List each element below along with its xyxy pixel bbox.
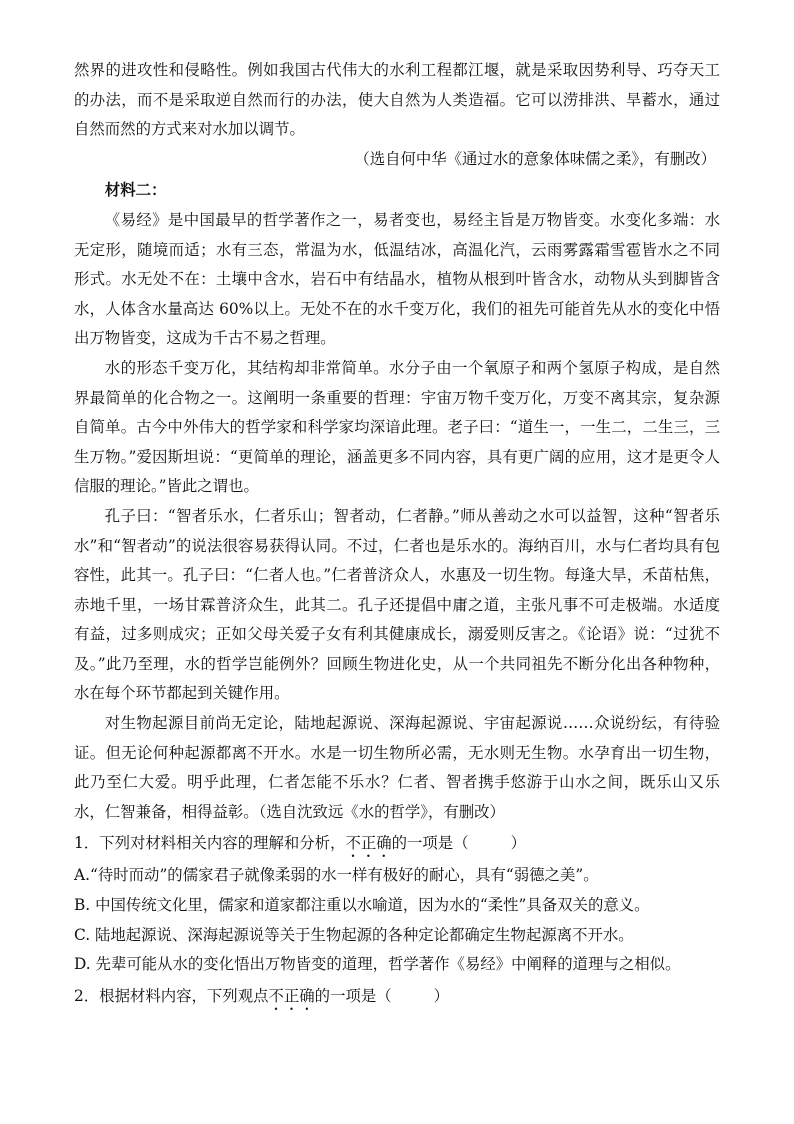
question-1-stem: 1．下列对材料相关内容的理解和分析，不正确的一项是（ ） — [74, 834, 526, 853]
material-two-heading: 材料二： — [104, 181, 167, 200]
passage-top-paragraph: 然界的进攻性和侵略性。例如我国古代伟大的水利工程都江堰，就是采取因势利导、巧夺天工的办法，而不是采取逆自然而行的办法，使大自然为人类造福。它可以涝排洪、旱蓄水，通过自然而然的方式来对水加以调节。 — [74, 61, 720, 139]
question-1-option-b: B. 中国传统文化里，儒家和道家都注重以水喻道，因为水的“柔性”具备双关的意义。 — [74, 896, 650, 915]
material-two-paragraph-2: 水的形态千变万化，其结构却非常简单。水分子由一个氧原子和两个氢原子构成，是自然界最简单的化合物之一。这阐明一条重要的哲理：宇宙万物千变万化，万变不离其宗，复杂源自简单。古今中外伟大的哲学家和科学家均深谙此理。老子曰：“道生一，一生二，二生三，三生万物。”爱因斯坦说：“更简单的理论，涵盖更多不同内容，具有更广阔的应用，这才是更令人信服的理论。”皆此之谓也。 — [74, 358, 720, 496]
question-1-emphasis: 不正确 — [345, 834, 392, 853]
passage-top-source: （选自何中华《通过水的意象体味儒之柔》，有删改） — [354, 149, 716, 168]
question-2-emphasis: 不正确 — [268, 986, 315, 1005]
question-1-option-d: D. 先辈可能从水的变化悟出万物皆变的道理，哲学著作《易经》中阐释的道理与之相似。 — [74, 955, 681, 974]
question-1-option-c: C. 陆地起源说、深海起源说等关于生物起源的各种定论都确定生物起源离不开水。 — [74, 925, 634, 944]
question-1-option-a: A.“待时而动”的儒家君子就像柔弱的水一样有极好的耐心，具有“弱德之美”。 — [74, 866, 599, 885]
material-two-paragraph-1: 《易经》是中国最早的哲学著作之一，易者变也，易经主旨是万物皆变。水变化多端：水无定形，随境而适；水有三态，常温为水，低温结冰，高温化汽，云雨雾露霜雪雹皆水之不同形式。水无处不在：土壤中含水，岩石中有结晶水，植物从根到叶皆含水，动物从头到脚皆含水，人体含水量高达 60%以上。无处不在的水千变万化，我们的祖先可能首先从水的变化中悟出万物皆变，这成为千古不易之哲理。 — [74, 210, 720, 348]
material-two-paragraph-3: 孔子曰：“智者乐水，仁者乐山；智者动，仁者静。”师从善动之水可以益智，这种“智者乐水”和“智者动”的说法很容易获得认同。不过，仁者也是乐水的。海纳百川，水与仁者均具有包容性，此其一。孔子曰：“仁者人也。”仁者普济众人，水惠及一切生物。每逢大旱，禾苗枯焦，赤地千里，一场甘霖普济众生，此其二。孔子还提倡中庸之道，主张凡事不可走极端。水适度有益，过多则成灾；正如父母关爱子女有利其健康成长，溺爱则反害之。《论语》说：“过犹不及。”此乃至理，水的哲学岂能例外？回顾生物进化史，从一个共同祖先不断分化出各种物种，水在每个环节都起到关键作用。 — [74, 506, 720, 703]
question-2-stem: 2．根据材料内容，下列观点不正确的一项是（ ） — [74, 986, 450, 1005]
material-two-paragraph-4: 对生物起源目前尚无定论，陆地起源说、深海起源说、宇宙起源说……众说纷纭，有待验证。但无论何种起源都离不开水。水是一切生物所必需，无水则无生物。水孕育出一切生物，此乃至仁大爱。明乎此理，仁者怎能不乐水？仁者、智者携手悠游于山水之间，既乐山又乐水，仁智兼备，相得益彰。（选自沈致远《水的哲学》，有删改） — [74, 714, 720, 821]
